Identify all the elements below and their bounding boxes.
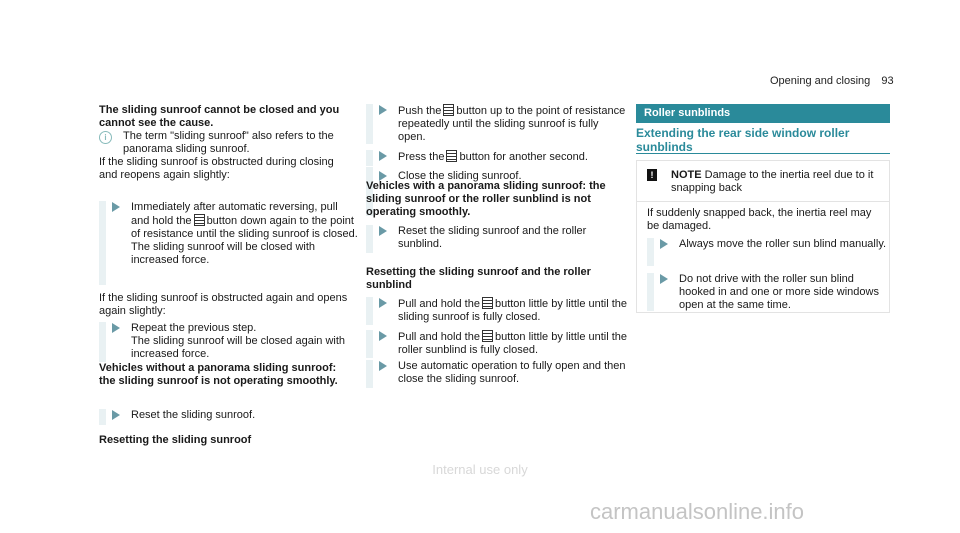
switch-button-icon xyxy=(443,104,454,116)
step-arrow-icon xyxy=(379,105,387,115)
step-text: Pull and hold the xyxy=(398,298,480,310)
step-manual xyxy=(647,238,889,266)
step-text: button up to the point of resistance repeatedly until the sliding sunroof is fully open. xyxy=(398,105,626,143)
step-text: Repeat the previous step. xyxy=(131,322,257,334)
step-text: Reset the sliding sunroof and the roller sunblind. xyxy=(398,225,587,250)
heading-vehicles-with: Vehicles with a panorama sliding sunroof: the sliding sunroof or the roller sunblind is not operating smoothly. xyxy=(366,180,606,218)
step-arrow-icon xyxy=(660,274,668,284)
step-result: The sliding sunroof will be closed again with increased force. xyxy=(131,335,346,360)
step-text: Push the xyxy=(398,105,442,117)
step-arrow-icon xyxy=(379,331,387,341)
step-reset xyxy=(99,409,359,425)
step-arrow-icon xyxy=(379,151,387,161)
heading-vehicles-without: Vehicles without a panorama sliding sunroof: the sliding sunroof is not operating smoothly. xyxy=(99,362,338,387)
step-text: Use automatic operation to fully open and then close the sliding sunroof. xyxy=(398,360,626,385)
step-push xyxy=(366,104,628,144)
step-press xyxy=(366,150,628,166)
step-pull-sunblind xyxy=(366,330,628,358)
step-repeat xyxy=(99,322,359,362)
note-box xyxy=(636,160,890,313)
heading-resetting: Resetting the sliding sunroof xyxy=(99,434,252,446)
page-header xyxy=(770,75,894,88)
page-number: 93 xyxy=(881,75,894,87)
section-bar-title: Roller sunblinds xyxy=(644,107,731,119)
subheading-rule xyxy=(636,153,890,154)
step-text: Immediately after automatic reversing, pull and hold the xyxy=(131,201,338,227)
switch-button-icon xyxy=(482,330,493,342)
info-note xyxy=(99,130,352,156)
step-text: button little by little until the sliding sunroof is fully closed. xyxy=(398,298,628,323)
step-text: Reset the sliding sunroof. xyxy=(131,409,256,421)
step-arrow-icon xyxy=(660,239,668,249)
note-header xyxy=(637,161,889,202)
note-label: NOTE xyxy=(671,169,702,181)
column-1 xyxy=(99,104,352,182)
note-description: Damage to the inertia reel due to it snapping back xyxy=(671,169,874,194)
step-result: The sliding sunroof will be closed with increased force. xyxy=(131,241,316,266)
footer-internal: Internal use only xyxy=(432,462,528,477)
step-reset-both xyxy=(366,225,628,253)
step-text: button little by little until the roller sunblind is fully closed. xyxy=(398,331,628,356)
info-icon: i xyxy=(99,131,112,144)
step-arrow-icon xyxy=(112,410,120,420)
heading-resetting-both: Resetting the sliding sunroof and the roller sunblind xyxy=(366,266,591,291)
step-text: button down again to the point of resistance until the sliding sunroof is closed. xyxy=(131,215,358,240)
subheading-extending: Extending the rear side window roller sunblinds xyxy=(636,126,850,154)
step-text: Do not drive with the roller sun blind hooked in and one or more side windows open at the same time. xyxy=(679,273,879,311)
switch-button-icon xyxy=(194,214,205,226)
step-arrow-icon xyxy=(379,298,387,308)
step-arrow-icon xyxy=(112,202,120,212)
section-title: Opening and closing xyxy=(770,75,871,87)
heading-cannot-close: The sliding sunroof cannot be closed and you cannot see the cause. xyxy=(99,104,340,129)
watermark: carmanualsonline.info xyxy=(590,499,805,524)
step-text: button for another second. xyxy=(459,151,588,163)
note-paragraph: If suddenly snapped back, the inertia reel may be damaged. xyxy=(647,207,872,232)
section-bar xyxy=(636,104,890,123)
step-text: Always move the roller sun blind manually. xyxy=(679,238,887,250)
note-text xyxy=(671,169,881,195)
info-text: The term "sliding sunroof" also refers to the panorama sliding sunroof. xyxy=(123,130,334,155)
step-automatic xyxy=(366,360,628,388)
switch-button-icon xyxy=(446,150,457,162)
warning-icon: ! xyxy=(647,169,657,181)
switch-button-icon xyxy=(482,297,493,309)
step-arrow-icon xyxy=(379,226,387,236)
step-text: Press the xyxy=(398,151,445,163)
paragraph-obstructed-again: If the sliding sunroof is obstructed again and opens again slightly: xyxy=(99,292,348,317)
step-text: Pull and hold the xyxy=(398,331,480,343)
step-text: Close the sliding sunroof. xyxy=(398,170,522,182)
paragraph-obstructed: If the sliding sunroof is obstructed during closing and reopens again slightly: xyxy=(99,156,334,181)
step-arrow-icon xyxy=(112,323,120,333)
step-immediately xyxy=(99,201,359,285)
step-arrow-icon xyxy=(379,361,387,371)
step-do-not-drive xyxy=(647,273,889,311)
step-pull-sunroof xyxy=(366,297,628,325)
